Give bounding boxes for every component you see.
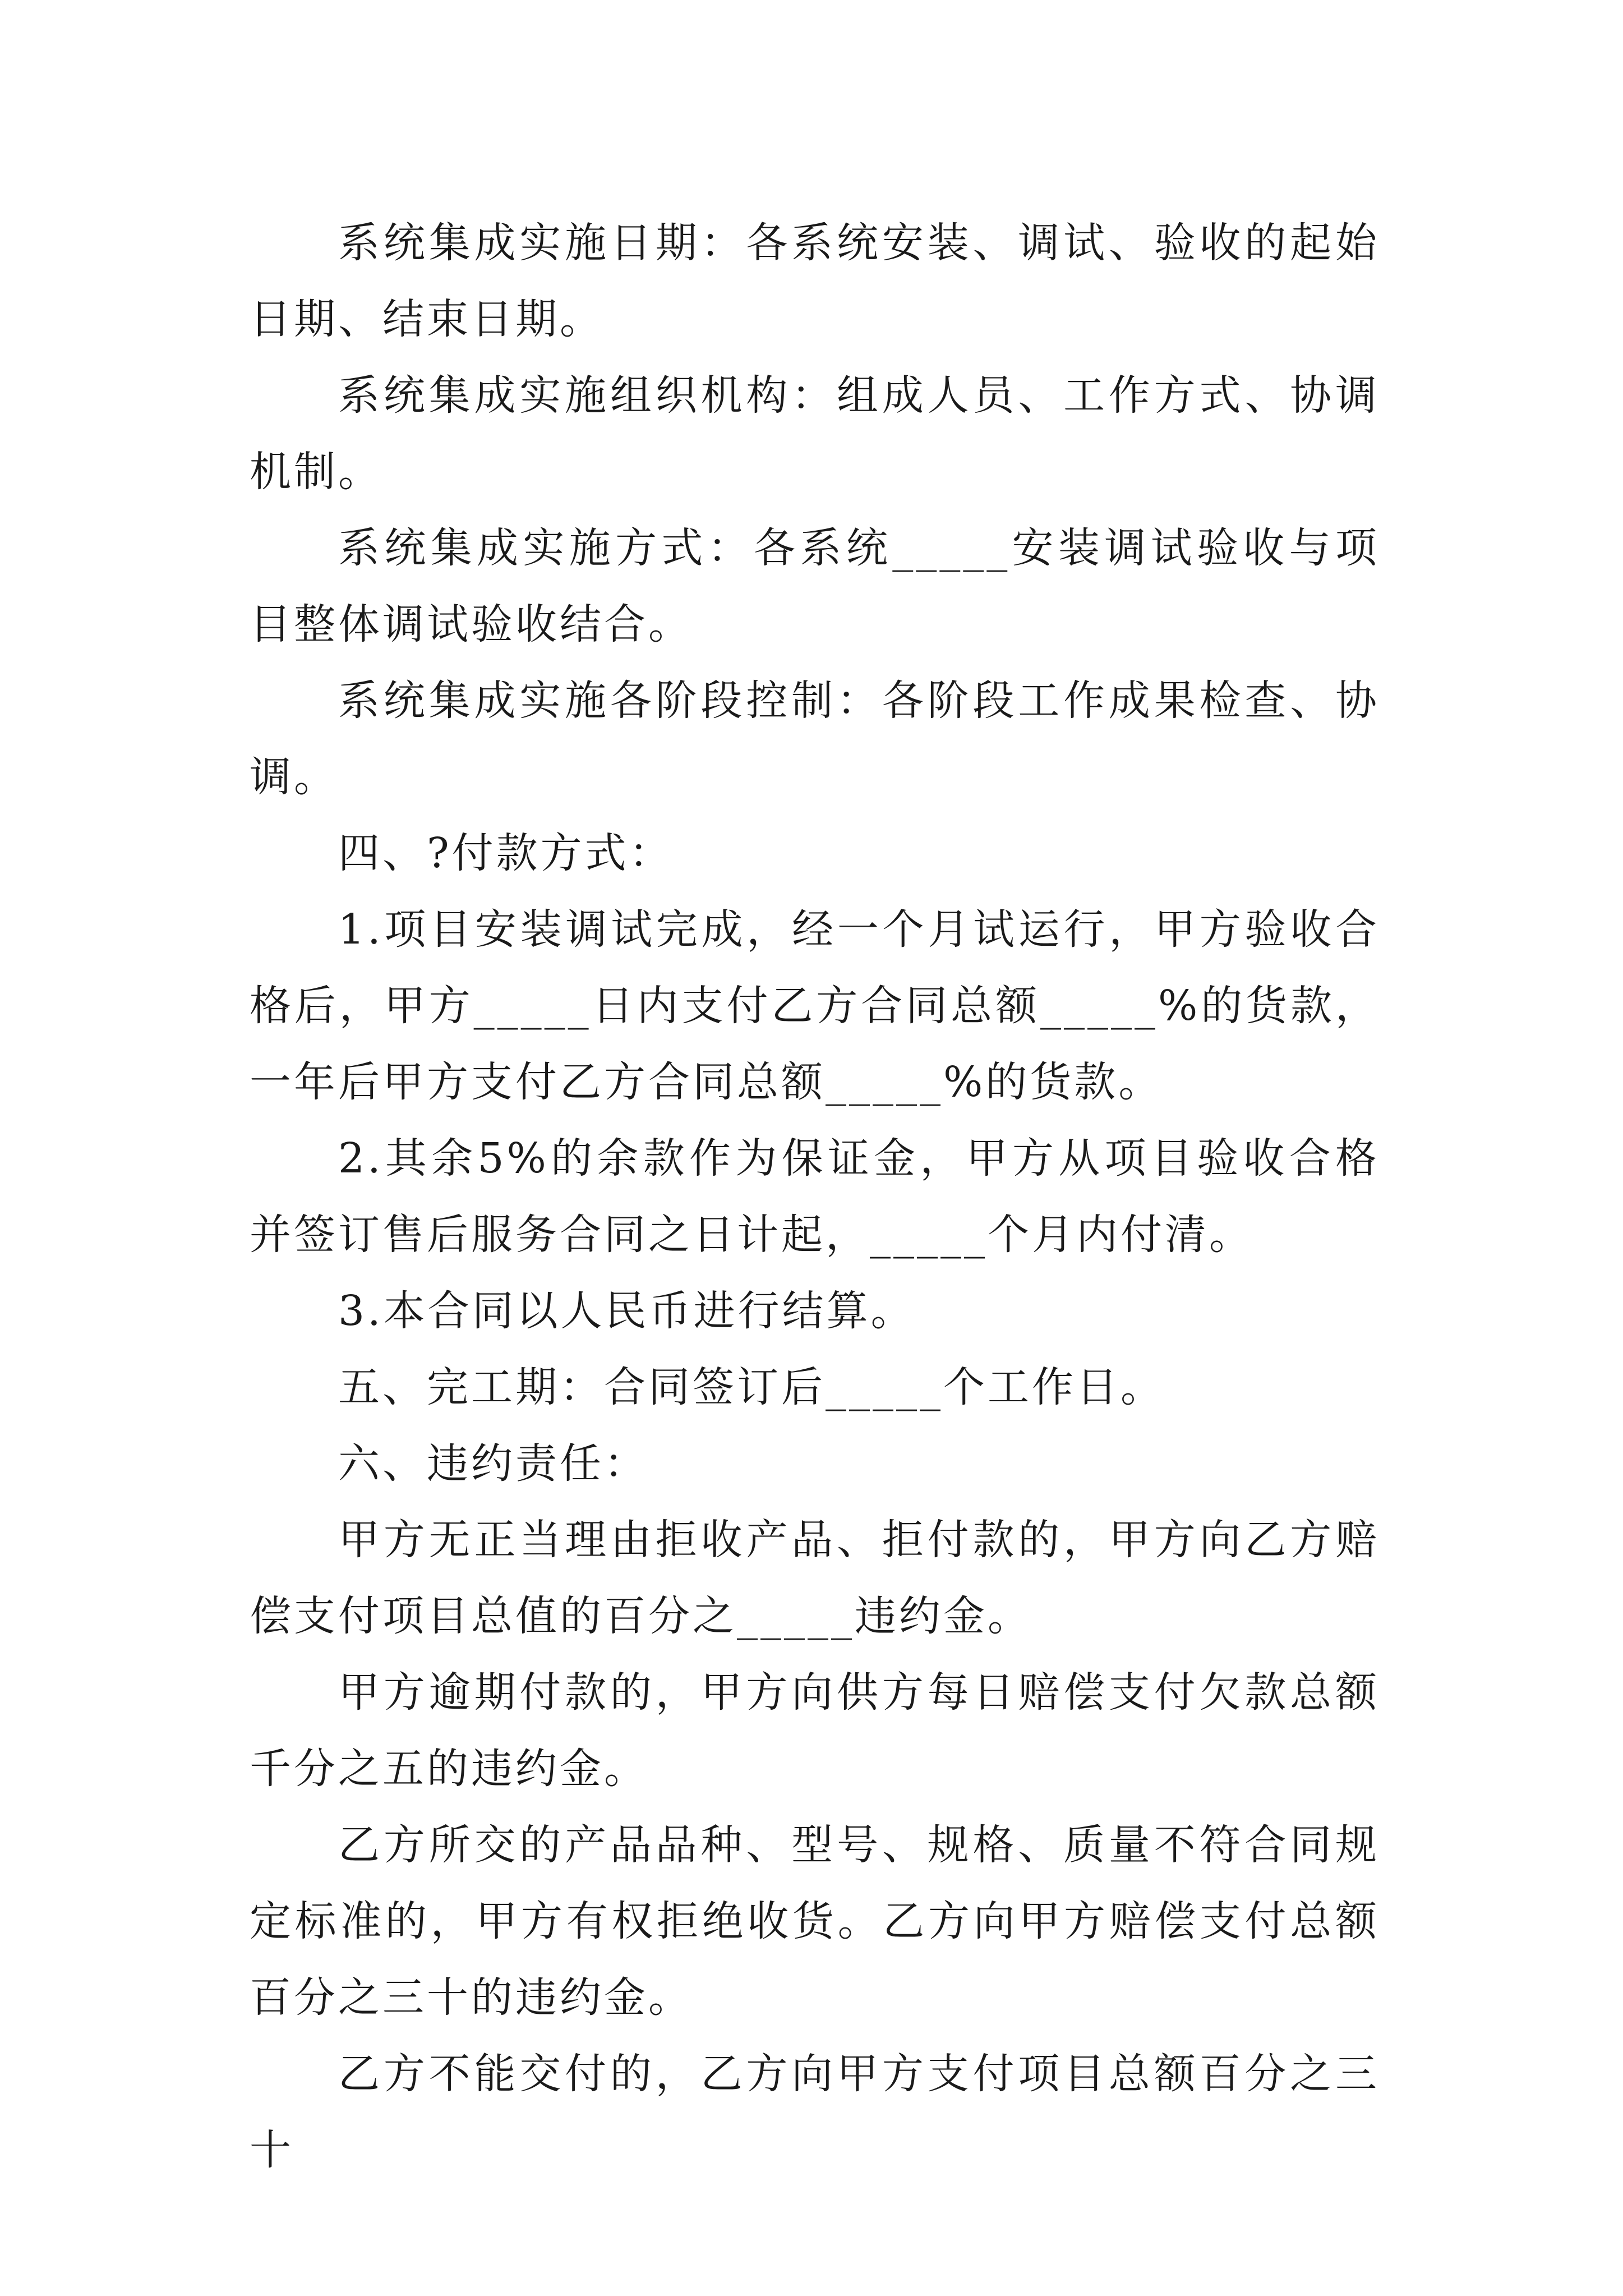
section-heading-liability: 六、违约责任： — [338, 1439, 648, 1488]
paragraph-liability-quality: 乙方所交的产品品种、型号、规格、质量不符合同规定标准的，甲方有权拒绝收货。乙方向甲方赔偿支付总额百分之三十的违约金。 — [250, 1821, 1380, 2022]
paragraph-payment-2: 2.其余5%的余款作为保证金，甲方从项目验收合格并签订售后服务合同之日计起，_____个月内付清。 — [250, 1134, 1380, 1259]
paragraph-payment-3: 3.本合同以人民币进行结算。 — [338, 1287, 915, 1335]
paragraph-liability-late-payment: 甲方逾期付款的，甲方向供方每日赔偿支付欠款总额千分之五的违约金。 — [250, 1668, 1380, 1793]
paragraph-liability-non-delivery: 乙方不能交付的，乙方向甲方支付项目总额百分之三十 — [250, 2050, 1380, 2174]
paragraph-payment-1: 1.项目安装调试完成，经一个月试运行，甲方验收合格后，甲方_____日内支付乙方合同总额_____%的货款，一年后甲方支付乙方合同总额_____%的货款。 — [250, 905, 1380, 1106]
document-body — [250, 205, 1380, 2188]
section-heading-completion: 五、完工期：合同签订后_____个工作日。 — [338, 1363, 1165, 1411]
paragraph-stage-control: 系统集成实施各阶段控制：各阶段工作成果检查、协调。 — [250, 677, 1380, 801]
paragraph-implementation-method: 系统集成实施方式：各系统_____安装调试验收与项目整体调试验收结合。 — [250, 524, 1380, 648]
section-heading-payment: 四、?付款方式： — [338, 829, 674, 877]
paragraph-liability-refusal: 甲方无正当理由拒收产品、拒付款的，甲方向乙方赔偿支付项目总值的百分之_____违约金。 — [250, 1516, 1380, 1640]
paragraph-organization: 系统集成实施组织机构：组成人员、工作方式、协调机制。 — [250, 371, 1380, 496]
paragraph-implementation-date: 系统集成实施日期：各系统安装、调试、验收的起始日期、结束日期。 — [250, 219, 1380, 343]
